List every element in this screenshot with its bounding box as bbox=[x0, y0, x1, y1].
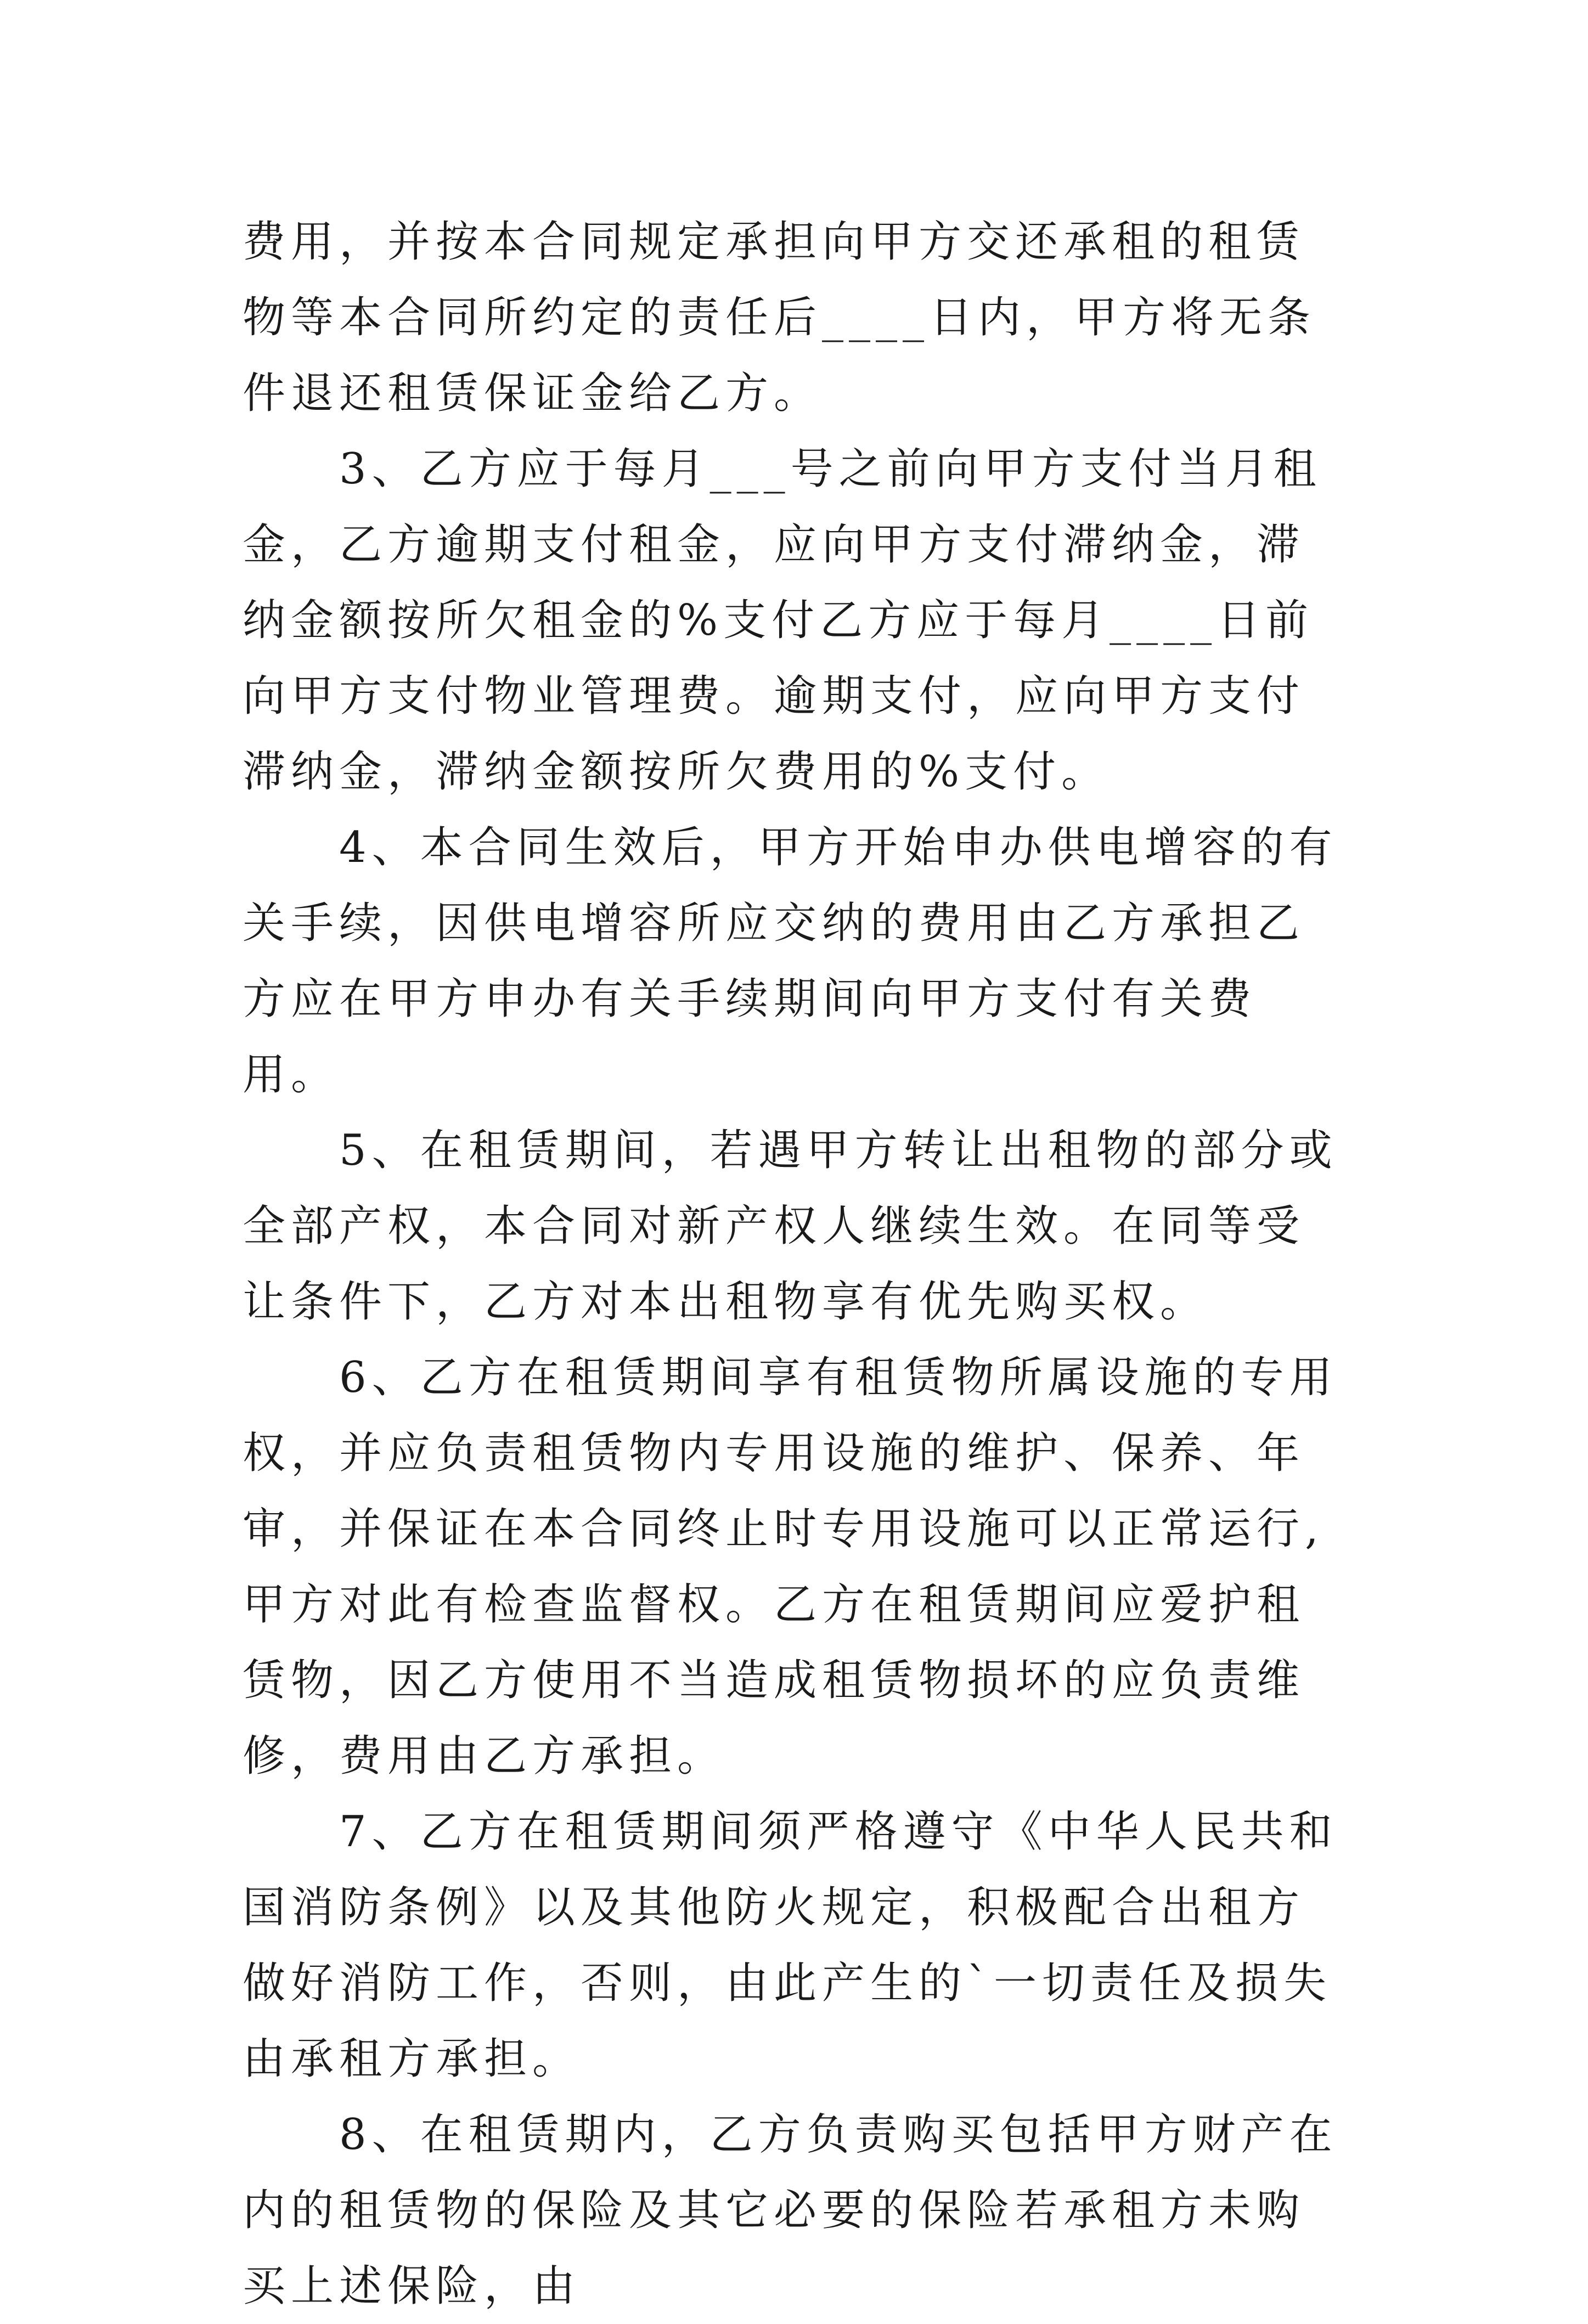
paragraph-clause-7: 7、乙方在租赁期间须严格遵守《中华人民共和国消防条例》以及其他防火规定，积极配合出租方做好消防工作，否则，由此产生的`一切责任及损失由承租方承担。 bbox=[243, 1807, 1338, 2084]
paragraph-clause-4: 4、本合同生效后，甲方开始申办供电增容的有关手续，因供电增容所应交纳的费用由乙方承担乙方应在甲方申办有关手续期间向甲方支付有关费用。 bbox=[243, 823, 1338, 1099]
paragraph-clause-5: 5、在租赁期间，若遇甲方转让出租物的部分或全部产权，本合同对新产权人继续生效。在同等受让条件下，乙方对本出租物享有优先购买权。 bbox=[243, 1126, 1338, 1327]
paragraph-clause-6: 6、乙方在租赁期间享有租赁物所属设施的专用权，并应负责租赁物内专用设施的维护、保养、年审，并保证在本合同终止时专用设施可以正常运行,甲方对此有检查监督权。乙方在租赁期间应爱护租赁物，因乙方使用不当造成租赁物损坏的应负责维修，费用由乙方承担。 bbox=[243, 1353, 1338, 1781]
paragraph-continuation: 费用，并按本合同规定承担向甲方交还承租的租赁物等本合同所约定的责任后____日内，甲方将无条件退还租赁保证金给乙方。 bbox=[243, 217, 1316, 418]
paragraph-clause-8: 8、在租赁期内，乙方负责购买包括甲方财产在内的租赁物的保险及其它必要的保险若承租方未购买上述保险，由 bbox=[243, 2110, 1338, 2311]
document-body bbox=[243, 204, 1351, 2324]
paragraph-clause-3: 3、乙方应于每月___号之前向甲方支付当月租金，乙方逾期支付租金，应向甲方支付滞纳金，滞纳金额按所欠租金的%支付乙方应于每月____日前向甲方支付物业管理费。逾期支付，应向甲方支付滞纳金，滞纳金额按所欠费用的%支付。 bbox=[243, 444, 1322, 797]
